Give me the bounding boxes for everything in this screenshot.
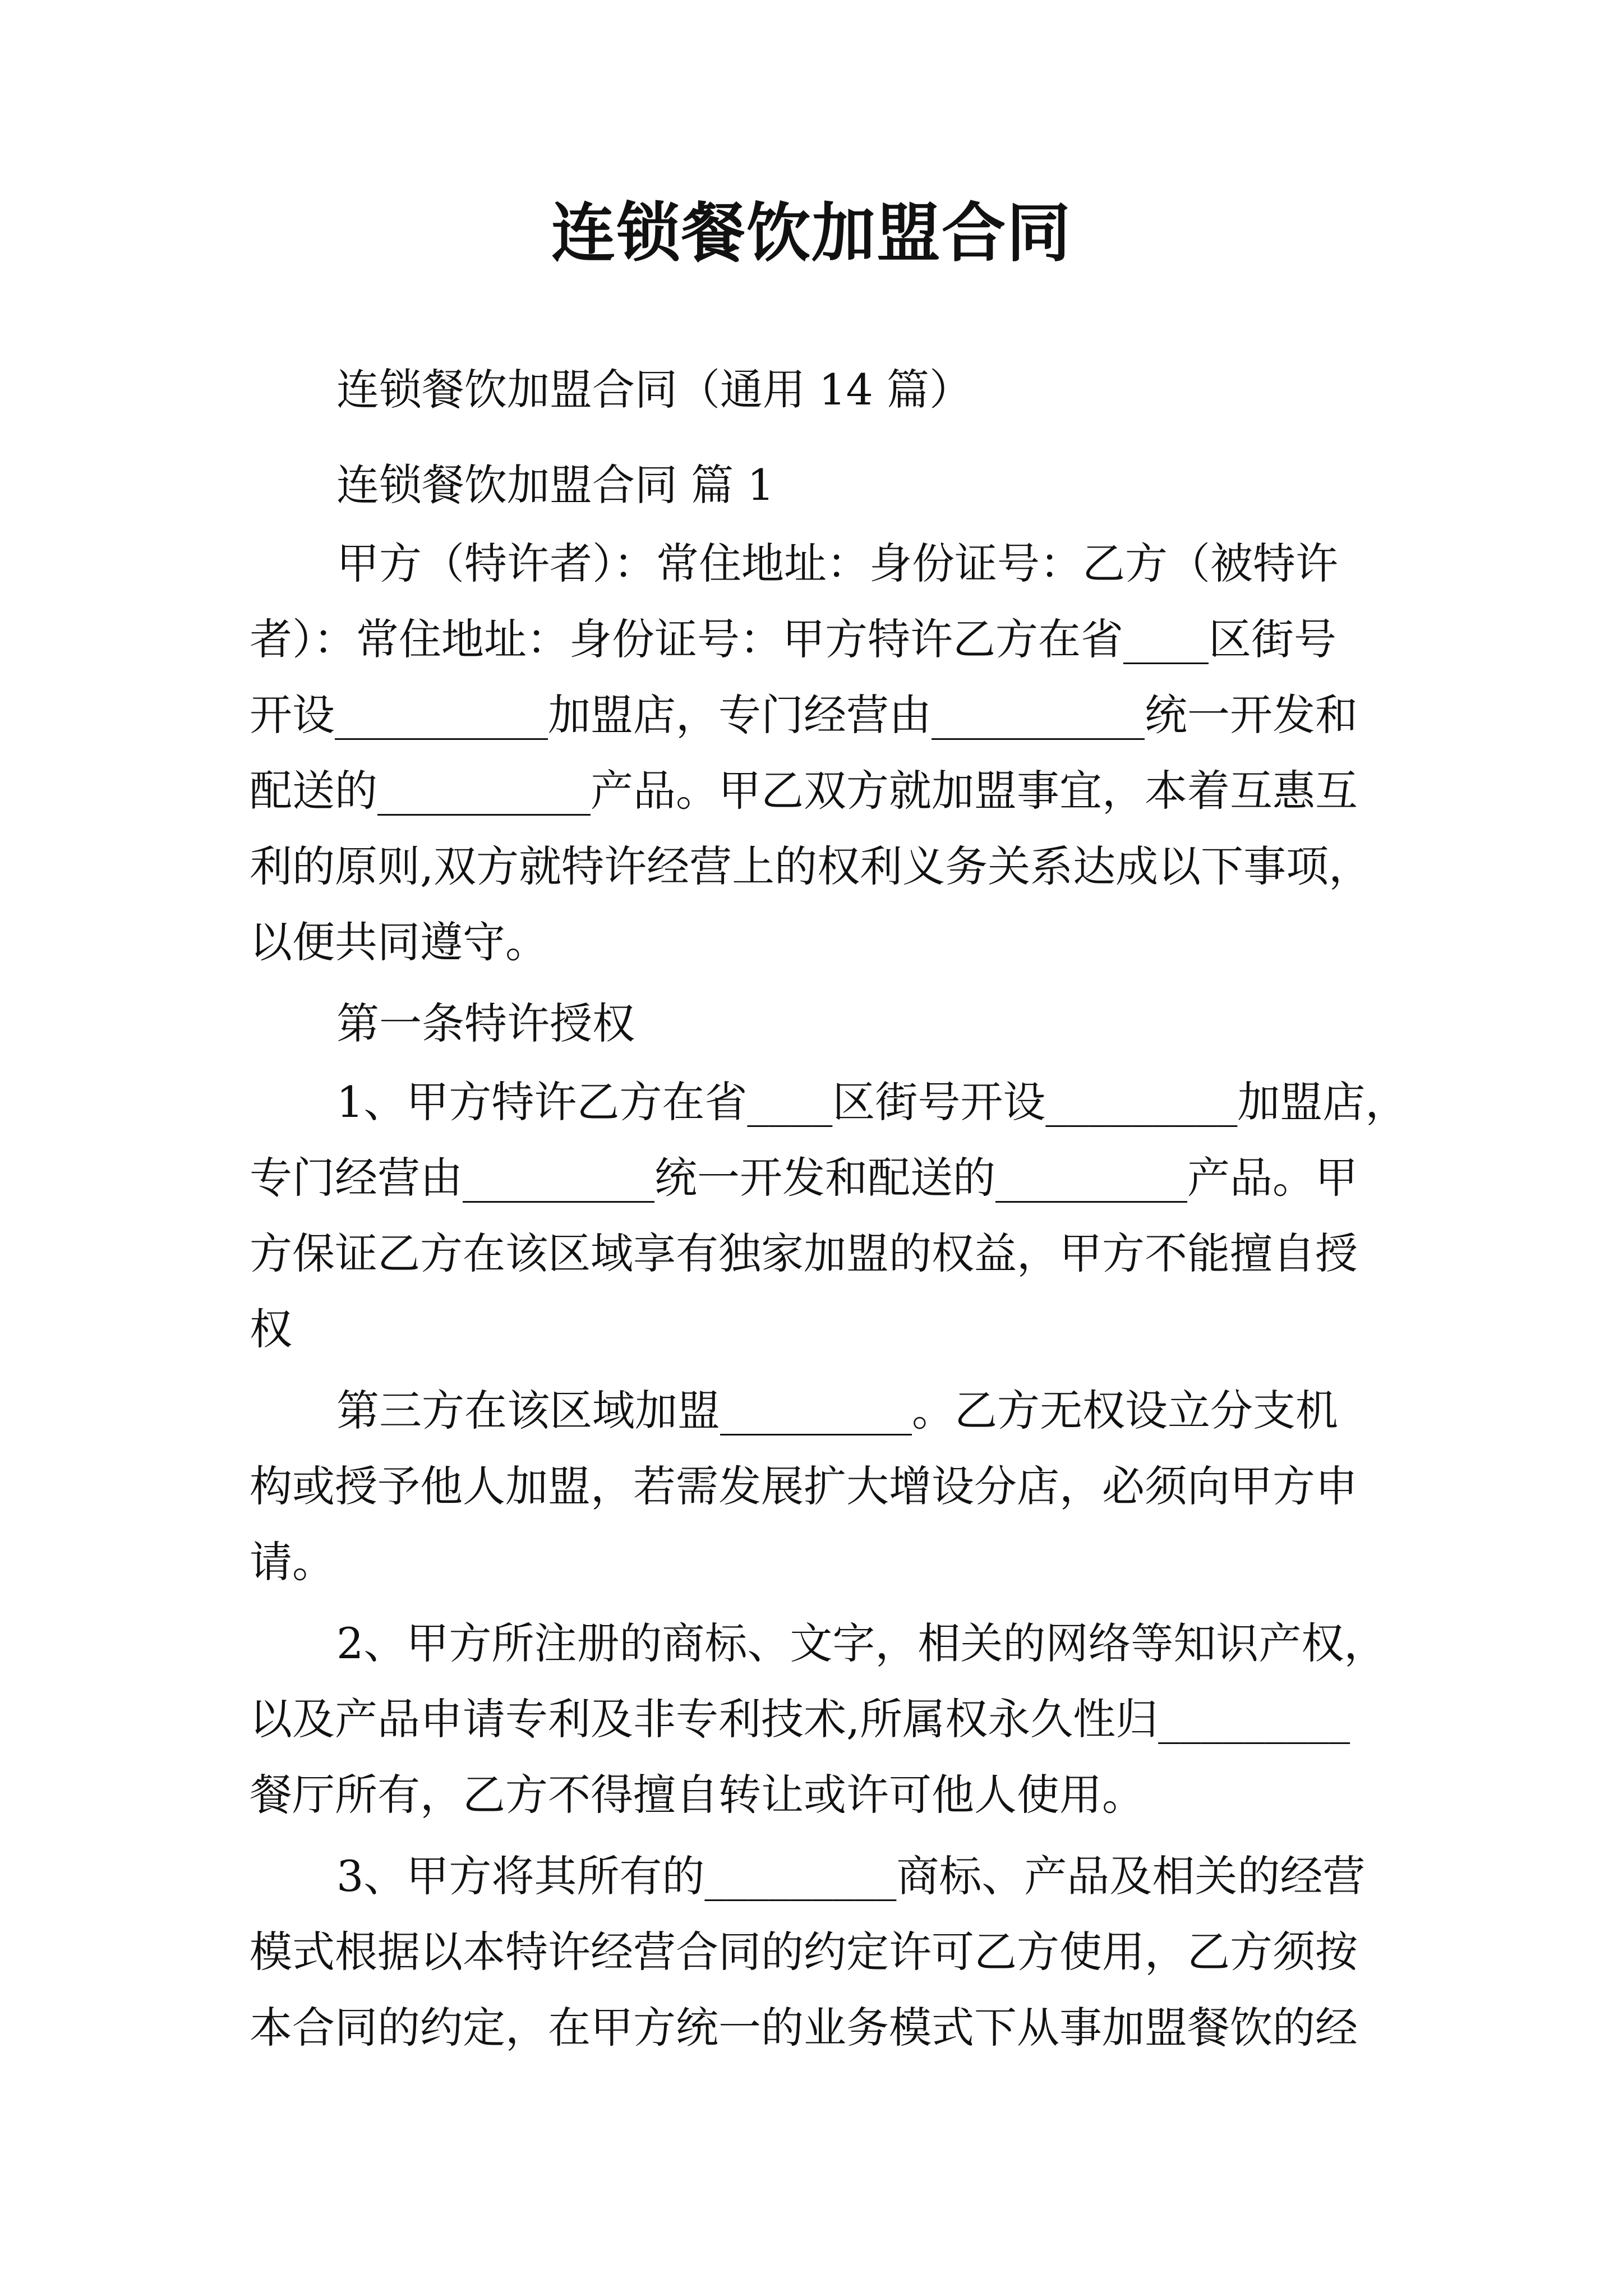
paragraph-line: 甲方（特许者）：常住地址：身份证号：乙方（被特许 <box>336 539 1338 588</box>
paragraph-line: 利的原则,双方就特许经营上的权利义务关系达成以下事项， <box>250 841 1372 891</box>
paragraph-line: 请。 <box>250 1537 335 1587</box>
paragraph-line: 1、甲方特许乙方在省____区街号开设_________加盟店， <box>336 1077 1408 1127</box>
clause-heading: 第一条特许授权 <box>336 999 635 1048</box>
subtitle-line: 连锁餐饮加盟合同（通用 14 篇） <box>336 365 972 415</box>
paragraph-line: 2、甲方所注册的商标、文字，相关的网络等知识产权， <box>336 1618 1387 1668</box>
paragraph-line: 者）：常住地址：身份证号：甲方特许乙方在省____区街号 <box>250 614 1336 664</box>
paragraph-line: 本合同的约定，在甲方统一的业务模式下从事加盟餐饮的经 <box>250 2003 1358 2053</box>
paragraph-line: 配送的__________产品。甲乙双方就加盟事宜，本着互惠互 <box>250 766 1358 816</box>
paragraph-line: 以便共同遵守。 <box>250 917 548 967</box>
paragraph-line: 方保证乙方在该区域享有独家加盟的权益，甲方不能擅自授 <box>250 1228 1358 1278</box>
paragraph-line: 餐厅所有，乙方不得擅自转让或许可他人使用。 <box>250 1770 1145 1820</box>
paragraph-line: 3、甲方将其所有的_________商标、产品及相关的经营 <box>336 1851 1366 1901</box>
paragraph-line: 开设__________加盟店，专门经营由__________统一开发和 <box>250 690 1358 740</box>
section-heading: 连锁餐饮加盟合同 篇 1 <box>336 460 774 510</box>
paragraph-line: 以及产品申请专利及非专利技术,所属权永久性归_________ <box>250 1694 1350 1744</box>
paragraph-line: 专门经营由_________统一开发和配送的_________产品。甲 <box>250 1153 1358 1203</box>
paragraph-line: 权 <box>250 1304 292 1354</box>
paragraph-line: 构或授予他人加盟，若需发展扩大增设分店，必须向甲方申 <box>250 1461 1358 1511</box>
document-title: 连锁餐饮加盟合同 <box>551 195 1072 270</box>
paragraph-line: 第三方在该区域加盟_________。乙方无权设立分支机 <box>336 1386 1338 1435</box>
paragraph-line: 模式根据以本特许经营合同的约定许可乙方使用，乙方须按 <box>250 1927 1358 1977</box>
